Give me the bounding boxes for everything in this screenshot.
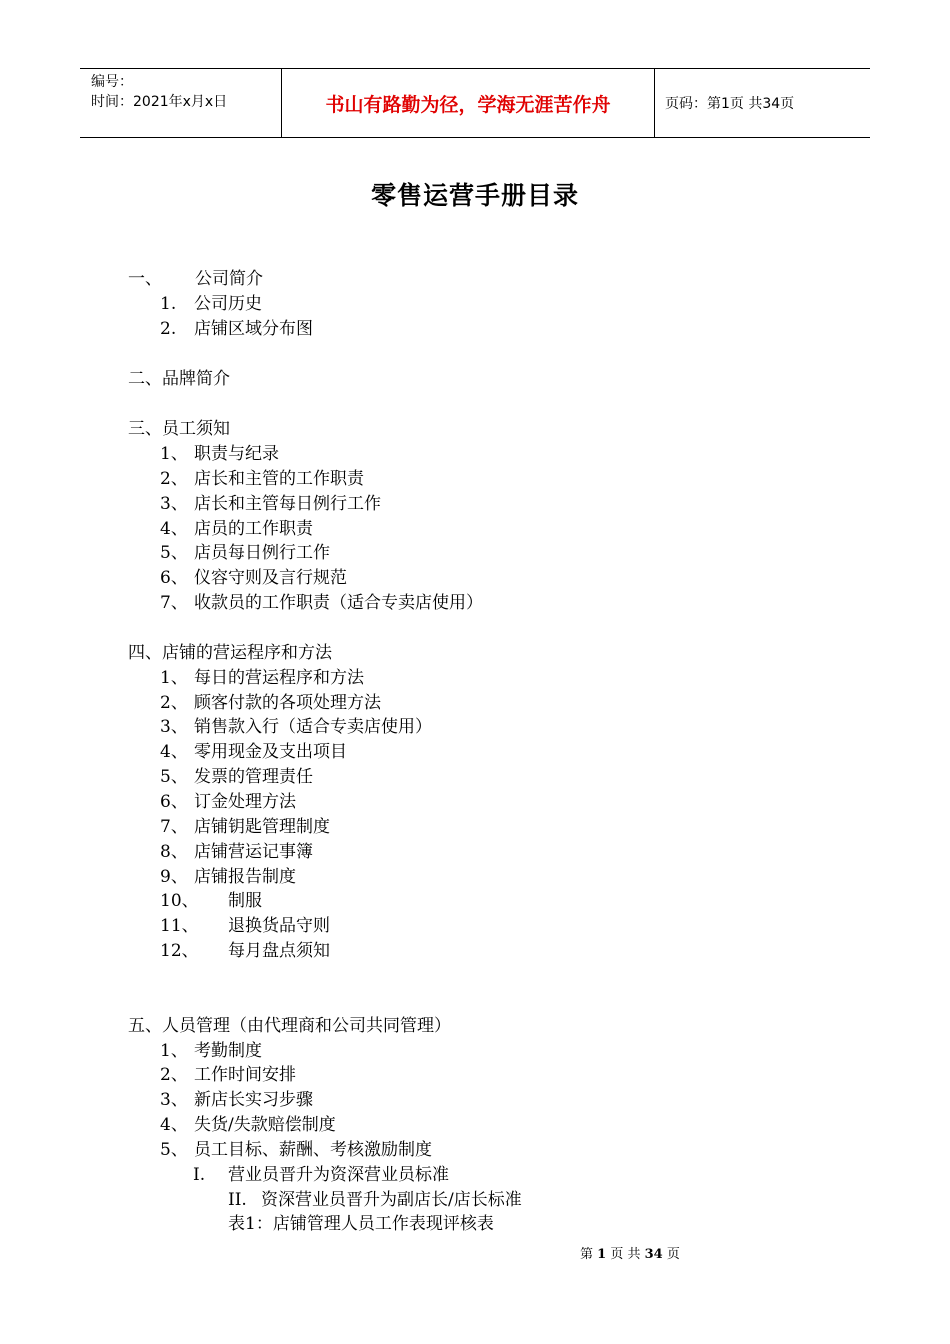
toc-text: 收款员的工作职责（适合专卖店使用） [194, 593, 483, 613]
toc-section-1 [128, 268, 263, 290]
toc-text: 退换货品守则 [228, 916, 330, 936]
toc-item [160, 1064, 296, 1086]
toc-text: 工作时间安排 [194, 1065, 296, 1085]
toc-item [160, 318, 313, 340]
toc-text: 营业员晋升为资深营业员标准 [228, 1165, 449, 1185]
toc-item [160, 1139, 432, 1161]
toc-item [160, 592, 483, 614]
toc-number: 6、 [160, 568, 188, 588]
page-footer [580, 1246, 680, 1264]
toc-item [160, 542, 330, 564]
toc-text: 失货/失款赔偿制度 [194, 1115, 336, 1135]
toc-item [160, 1114, 336, 1136]
toc-item [160, 816, 330, 838]
toc-item [160, 468, 364, 490]
toc-item [160, 866, 296, 888]
toc-item [160, 741, 347, 763]
toc-number: 1、 [160, 668, 188, 688]
toc-number: 11、 [160, 916, 199, 936]
header-motto: 书山有路勤为径，学海无涯苦作舟 [282, 69, 655, 137]
toc-text: 发票的管理责任 [194, 767, 313, 787]
toc-number: 7、 [160, 593, 188, 613]
code-label: 编号： [91, 74, 133, 90]
toc-number: 5、 [160, 1140, 188, 1160]
toc-table-item: 表1：店铺管理人员工作表现评核表 [228, 1214, 494, 1234]
footer-prefix: 第 [580, 1247, 594, 1262]
toc-text: 仪容守则及言行规范 [194, 568, 347, 588]
toc-number: 2、 [160, 469, 188, 489]
toc-section-2: 二、品牌简介 [128, 369, 230, 389]
toc-subitem [228, 1189, 522, 1211]
toc-number: 7、 [160, 817, 188, 837]
footer-page-number: 1 [597, 1247, 607, 1262]
toc-text: 资深营业员晋升为副店长/店长标准 [261, 1190, 522, 1210]
toc-text: 订金处理方法 [194, 792, 296, 812]
toc-item [160, 293, 262, 315]
toc-text: 销售款入行（适合专卖店使用） [194, 717, 432, 737]
toc-number: 2. [160, 319, 177, 339]
footer-total-pages: 34 [644, 1247, 663, 1262]
toc-number: 4、 [160, 742, 188, 762]
toc-text: 考勤制度 [194, 1041, 262, 1061]
toc-text: 每月盘点须知 [228, 941, 330, 961]
toc-number: 1. [160, 294, 177, 314]
toc-text: 公司简介 [195, 269, 263, 289]
toc-number: 8、 [160, 842, 188, 862]
toc-item [160, 443, 279, 465]
toc-number: 3、 [160, 494, 188, 514]
toc-number: 2、 [160, 1065, 188, 1085]
toc-item [160, 518, 313, 540]
toc-number: 3、 [160, 717, 188, 737]
toc-number: 5、 [160, 767, 188, 787]
toc-section-5: 五、人员管理（由代理商和公司共同管理） [128, 1016, 451, 1036]
toc-text: 顾客付款的各项处理方法 [194, 693, 381, 713]
toc-item [160, 692, 381, 714]
toc-number: 12、 [160, 941, 199, 961]
toc-text: 店员的工作职责 [194, 519, 313, 539]
toc-text: 店员每日例行工作 [194, 543, 330, 563]
toc-text: 每日的营运程序和方法 [194, 668, 364, 688]
toc-number: 一、 [128, 269, 162, 289]
toc-number: 10、 [160, 891, 199, 911]
toc-text: 制服 [228, 891, 262, 911]
toc-text: 公司历史 [194, 294, 262, 314]
header-page-info: 页码：第1页 共34页 [665, 96, 795, 112]
toc-text: 店铺区域分布图 [194, 319, 313, 339]
toc-item [160, 716, 432, 738]
toc-text: 零用现金及支出项目 [194, 742, 347, 762]
footer-middle: 页 共 [610, 1247, 641, 1262]
toc-number: I. [193, 1165, 206, 1185]
toc-item [160, 667, 364, 689]
toc-text: 店长和主管每日例行工作 [194, 494, 381, 514]
toc-number: 9、 [160, 867, 188, 887]
toc-item [160, 567, 347, 589]
toc-subitem [193, 1164, 449, 1186]
toc-text: 店长和主管的工作职责 [194, 469, 364, 489]
page-title: 零售运营手册目录 [370, 181, 579, 210]
toc-item [160, 940, 330, 962]
toc-item [160, 841, 313, 863]
toc-section-4: 四、店铺的营运程序和方法 [128, 643, 332, 663]
toc-text: 店铺报告制度 [194, 867, 296, 887]
toc-number: 2、 [160, 693, 188, 713]
toc-text: 店铺钥匙管理制度 [194, 817, 330, 837]
toc-item [160, 1089, 313, 1111]
toc-number: 6、 [160, 792, 188, 812]
header-meta [80, 69, 282, 137]
toc-text: 店铺营运记事簿 [194, 842, 313, 862]
toc-number: 4、 [160, 1115, 188, 1135]
footer-suffix: 页 [666, 1247, 680, 1262]
toc-text: 职责与纪录 [194, 444, 279, 464]
toc-item [160, 791, 296, 813]
document-header [80, 68, 870, 138]
toc-item [160, 766, 313, 788]
toc-item [160, 493, 381, 515]
toc-number: 1、 [160, 1041, 188, 1061]
toc-text: 新店长实习步骤 [194, 1090, 313, 1110]
toc-item [160, 915, 330, 937]
toc-number: 4、 [160, 519, 188, 539]
toc-number: 1、 [160, 444, 188, 464]
toc-section-3: 三、员工须知 [128, 419, 230, 439]
toc-item [160, 890, 262, 912]
toc-number: 5、 [160, 543, 188, 563]
toc-number: 3、 [160, 1090, 188, 1110]
date-label: 时间：2021年x月x日 [91, 94, 228, 110]
toc-item [160, 1040, 262, 1062]
toc-text: 员工目标、薪酬、考核激励制度 [194, 1140, 432, 1160]
toc-number: II. [228, 1190, 247, 1210]
